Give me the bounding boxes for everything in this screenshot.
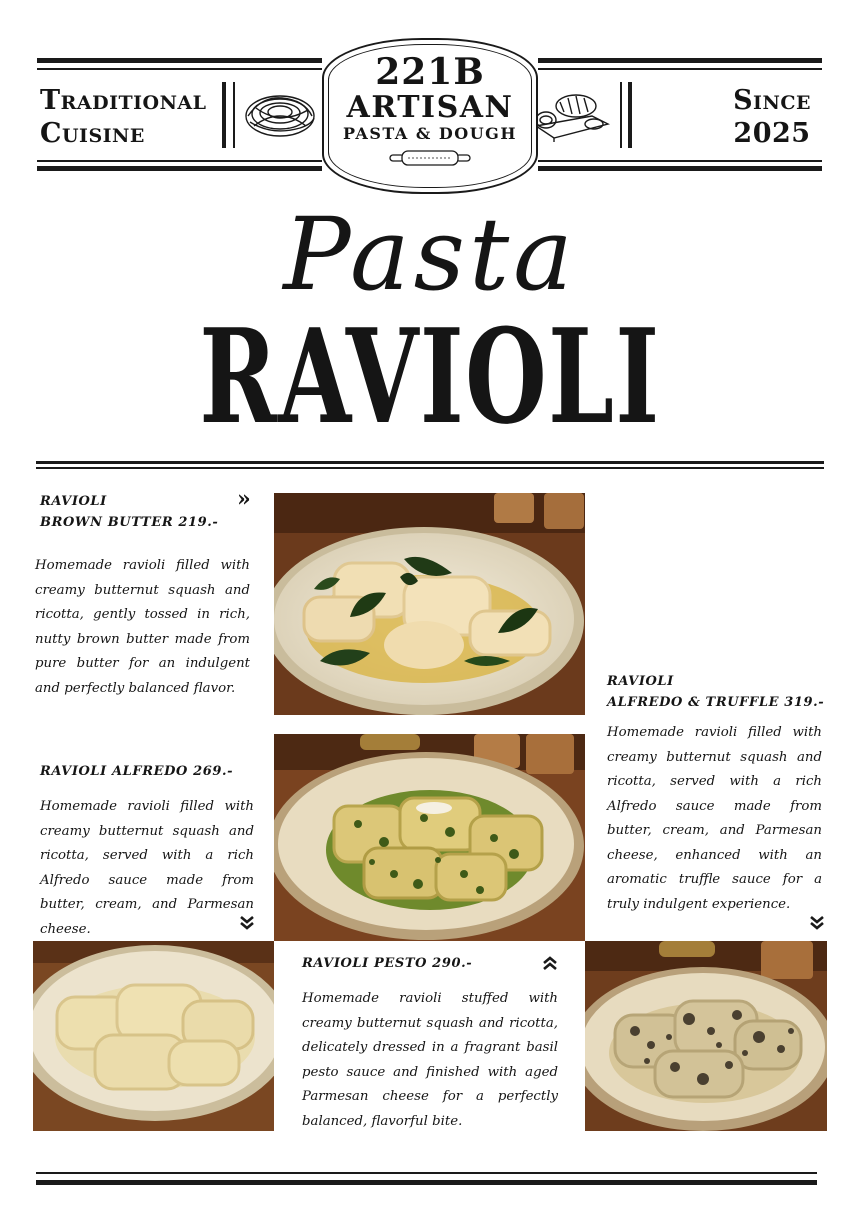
tagline-traditional: Traditional [40, 85, 207, 116]
brown-butter-title-line2: BROWN BUTTER 219.- [40, 515, 219, 530]
double-chevron-up-icon [542, 955, 558, 971]
double-chevron-down-icon [809, 915, 825, 931]
footer-rule-thick [36, 1180, 817, 1185]
header-divider-right [628, 82, 632, 148]
header-tagline-left [40, 84, 207, 150]
header-rule-bottom-right [538, 166, 822, 171]
alfredo-truffle-title-line2: ALFREDO & TRUFFLE 319.- [607, 695, 825, 710]
brand-name: ARTISAN [346, 90, 514, 125]
header-rule-bottom-right-thin [538, 160, 822, 162]
pesto-title-line1: RAVIOLI PESTO 290.- [302, 956, 473, 971]
header-rule-top-left [37, 58, 322, 63]
header-rule-top-right-thin [538, 68, 822, 70]
menu-item-alfredo-truffle-title [607, 671, 825, 713]
title-main: RAVIOLI [199, 300, 661, 453]
rolling-pin-icon [388, 148, 472, 168]
header-rule-top-right [538, 58, 822, 63]
menu-item-brown-butter-description: Homemade ravioli filled with creamy butternut squash and ricotta, gently tossed in rich, nutty brown butter made from pure butter for an indulgent and perfectly balanced flavor. [35, 558, 250, 696]
tagline-since: Since [733, 85, 811, 116]
header-rule-top-left-thin [37, 68, 322, 70]
header-divider-left [222, 82, 226, 148]
header-divider-left-thin [233, 82, 235, 148]
tagline-cuisine: Cuisine [40, 118, 145, 149]
alfredo-truffle-title-line1: RAVIOLI [607, 674, 674, 689]
title-rule-thin [36, 467, 824, 469]
bread-board-icon [530, 90, 612, 142]
menu-item-pesto-description: Homemade ravioli stuffed with creamy butternut squash and ricotta, delicately dressed in a fragrant basil pesto sauce and finished with aged Parmesan cheese for a perfectly balanced, flavorful bite. [302, 991, 558, 1129]
double-chevron-right-icon: » [237, 486, 251, 512]
brand-tagline: PASTA & DOUGH [343, 124, 517, 143]
tagline-year: 2025 [733, 118, 811, 149]
header-rule-bottom-left-thin [37, 160, 322, 162]
footer-rule-thin [36, 1172, 817, 1174]
alfredo-title-line1: RAVIOLI ALFREDO 269.- [40, 764, 234, 779]
title-script: Pasta [283, 196, 577, 313]
pasta-nest-icon [242, 86, 318, 144]
double-chevron-down-icon [239, 915, 255, 931]
header-divider-right-thin [620, 82, 622, 148]
menu-item-alfredo-description: Homemade ravioli filled with creamy butternut squash and ricotta, served with a rich Alfredo sauce made from butter, cream, and Parmesan cheese. [40, 799, 254, 937]
menu-item-brown-butter-title [40, 486, 251, 533]
photo-ravioli-alfredo-truffle [585, 941, 827, 1131]
header-rule-bottom-left [37, 166, 322, 171]
menu-item-pesto-title [302, 953, 532, 974]
brand-number: 221B [375, 51, 485, 93]
header-tagline-right [722, 84, 822, 150]
photo-ravioli-alfredo [33, 941, 274, 1131]
menu-item-alfredo-title [40, 761, 260, 782]
menu-item-alfredo-truffle-description: Homemade ravioli filled with creamy butternut squash and ricotta, served with a rich Alfredo sauce made from butter, cream, and Parmesan cheese, enhanced with an aromatic truffle sauce for a truly indulgent experience. [607, 725, 822, 912]
title-rule-thick [36, 461, 824, 464]
photo-ravioli-brown-butter [274, 493, 585, 715]
photo-ravioli-pesto [274, 734, 585, 941]
brown-butter-title-line1: RAVIOLI [40, 494, 107, 509]
